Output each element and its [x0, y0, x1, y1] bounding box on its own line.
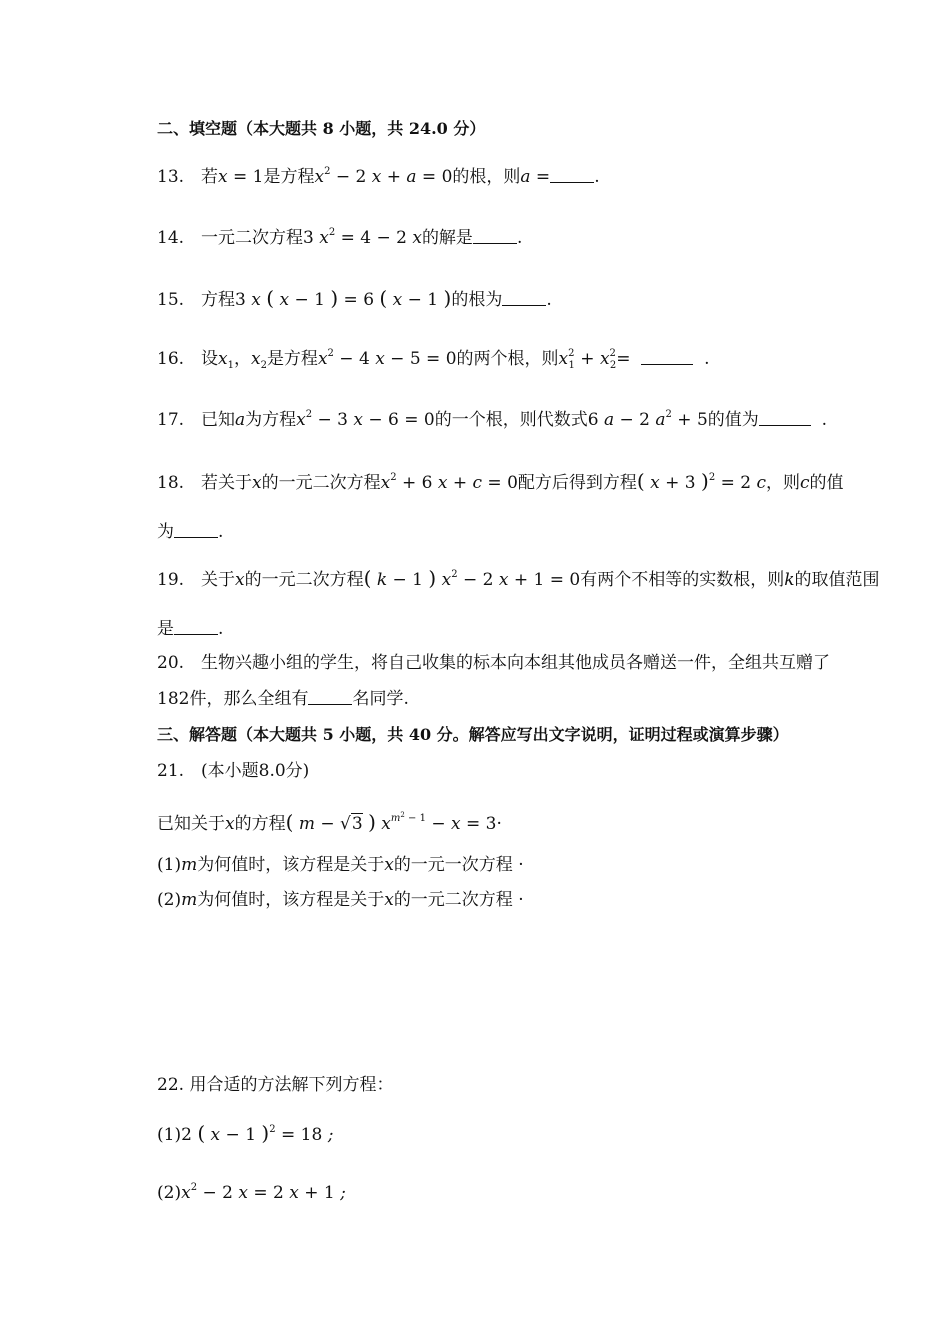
question-16: 16. 设$x_1$，$x_2$是方程$x^2 - 4$ x − 5 = 0的两个根，则$x^2_1 + x^2_2=$ . — [157, 348, 710, 371]
question-15: 15. 方程3 x ( x − 1 ) = 6 ( x − 1 )的根为 . — [157, 286, 552, 310]
question-14: 14. 一元二次方程3 $x^2 = 4 - 2$ x的解是 . — [157, 227, 523, 248]
answer-blank[interactable] — [174, 618, 218, 635]
solve-section-header: 三、解答题（本大题共 5 小题，共 40 分。解答应写出文字说明，证明过程或演算步骤） — [157, 725, 789, 744]
answer-blank[interactable] — [174, 521, 218, 538]
question-20: 20. 生物兴趣小组的学生，将自己收集的标本向本组其他成员各赠送一件，全组共互赠了 — [157, 653, 830, 673]
question-21: 21. (本小题8.0分) — [157, 761, 310, 781]
answer-blank[interactable] — [308, 688, 352, 705]
question-18-continued: 为 . — [157, 522, 224, 542]
question-22: 22. 用合适的方法解下列方程： — [157, 1075, 394, 1095]
question-21-part-2: (2)m为何值时，该方程是关于x的一元二次方程 · — [157, 890, 524, 910]
answer-blank[interactable] — [502, 289, 546, 306]
fill-section-header: 二、填空题（本大题共 8 小题，共 24.0 分） — [157, 119, 486, 138]
question-21-part-1: (1)m为何值时，该方程是关于x的一元一次方程 · — [157, 855, 524, 875]
question-19-continued: 是 . — [157, 619, 224, 639]
answer-blank[interactable] — [550, 166, 594, 183]
answer-blank[interactable] — [759, 409, 811, 426]
answer-blank[interactable] — [641, 348, 693, 365]
question-22-part-2: $(2)x^2 - 2$ x = 2 x + 1 ; — [157, 1182, 346, 1203]
question-22-part-1: (1)2 ( x − 1 )$^2$ = 18 ; — [157, 1121, 334, 1145]
question-18: 18. 若关于x的一元二次方程$x^2 + 6$ x + c = 0配方后得到方程( x + 3 )$^2$ = 2 c，则c的值 — [157, 469, 844, 493]
question-19: 19. 关于x的一元二次方程( k − 1 ) $x^2 - 2$ x + 1 = 0有两个不相等的实数根，则k的取值范围 — [157, 566, 880, 590]
question-17: 17. 已知a为方程$x^2 - 3$ x − 6 = 0的一个根，则代数式6 a − 2 $a^2 + 5$的值为 . — [157, 409, 827, 430]
answer-blank[interactable] — [473, 227, 517, 244]
question-13: 13. 若x = 1是方程$x^2 - 2$ x + a = 0的根，则a = . — [157, 166, 600, 187]
question-21-stem: 已知关于x的方程( m − √3 ) $x^{m^2 - 1} - x = 3\cdot$ — [157, 810, 502, 834]
question-20-continued: 182件，那么全组有 名同学. — [157, 689, 409, 709]
